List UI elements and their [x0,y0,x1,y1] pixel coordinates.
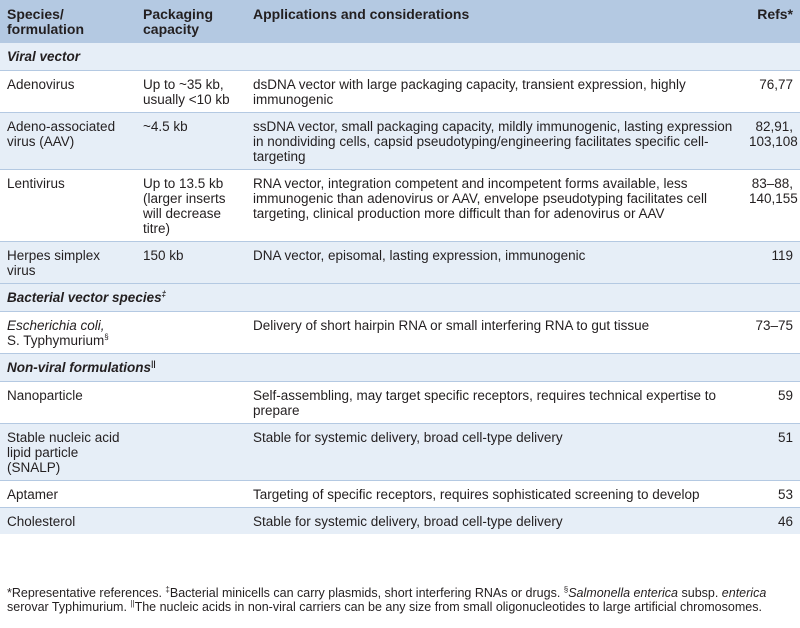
capacity-cell: ~4.5 kb [136,113,246,170]
applications-cell: Stable for systemic delivery, broad cell-type delivery [246,508,742,535]
section-title-text: Bacterial vector species [7,290,162,305]
species-italic: Escherichia coli, [7,318,105,333]
capacity-cell [136,312,246,354]
footnote-text: *Representative references. [7,586,166,600]
species-cell: Adenovirus [0,71,136,113]
table-header-row [0,0,800,43]
species-cell: Lentivirus [0,170,136,242]
capacity-cell [136,424,246,481]
header-capacity: Packaging capacity [136,0,246,43]
table-row [0,382,800,424]
refs-cell: 73–75 [742,312,800,354]
section-title: Viral vector [0,43,800,71]
table-row [0,508,800,535]
footnote-text: The nucleic acids in non-viral carriers can be any size from small oligonucleotides to large artificial chromosomes. [134,600,762,614]
section-title [0,284,800,312]
species-cell: Cholesterol [0,508,136,535]
species-cell: Adeno-associated virus (AAV) [0,113,136,170]
refs-cell: 82,91, 103,108 [742,113,800,170]
table-footnote [7,586,793,614]
section-title-text: Non-viral formulations [7,360,152,375]
applications-cell: Stable for systemic delivery, broad cell-type delivery [246,424,742,481]
table-row [0,71,800,113]
refs-cell: 53 [742,481,800,508]
capacity-cell: Up to ~35 kb, usually <10 kb [136,71,246,113]
applications-cell: RNA vector, integration competent and incompetent forms available, less immunogenic than adenovirus or AAV, envelope pseudotyping facilitates cell targeting, clinical production more difficult than for adenovirus or AAV [246,170,742,242]
species-cell: Nanoparticle [0,382,136,424]
species-cell: Aptamer [0,481,136,508]
species-cell: Stable nucleic acid lipid particle (SNALP) [0,424,136,481]
species-rest: S. Typhymurium [7,333,105,348]
footnote-mark: || [151,359,156,369]
header-applications: Applications and considerations [246,0,742,43]
table-row [0,113,800,170]
table-row [0,312,800,354]
section-row-viral [0,43,800,71]
footnote-text: Bacterial minicells can carry plasmids, short interfering RNAs or drugs. [169,586,564,600]
refs-cell: 119 [742,242,800,284]
table-row [0,170,800,242]
table-row [0,481,800,508]
table-row [0,242,800,284]
refs-cell: 76,77 [742,71,800,113]
footnote-mark: § [104,332,109,342]
capacity-cell [136,481,246,508]
footnote-mark: || [130,598,135,608]
applications-cell: Targeting of specific receptors, requires sophisticated screening to develop [246,481,742,508]
capacity-cell: 150 kb [136,242,246,284]
capacity-cell [136,382,246,424]
refs-cell: 59 [742,382,800,424]
footnote-italic: Salmonella enterica [568,586,679,600]
footnote-text: subsp. [678,586,722,600]
applications-cell: Delivery of short hairpin RNA or small interfering RNA to gut tissue [246,312,742,354]
applications-cell: ssDNA vector, small packaging capacity, mildly immunogenic, lasting expression in nondividing cells, capsid pseudotyping/engineering facilitates specific cell-targeting [246,113,742,170]
section-title [0,354,800,382]
refs-cell: 46 [742,508,800,535]
header-species: Species/ formulation [0,0,136,43]
footnote-italic: enterica [721,586,767,600]
applications-cell: DNA vector, episomal, lasting expression, immunogenic [246,242,742,284]
section-row-bacterial [0,284,800,312]
capacity-cell: Up to 13.5 kb (larger inserts will decrease titre) [136,170,246,242]
refs-cell: 83–88, 140,155 [742,170,800,242]
footnote-mark: § [563,584,569,594]
footnote-mark: ‡ [165,584,170,594]
footnote-mark: ‡ [161,289,167,299]
species-cell: Herpes simplex virus [0,242,136,284]
applications-cell: Self-assembling, may target specific receptors, requires technical expertise to prepare [246,382,742,424]
species-cell [0,312,136,354]
applications-cell: dsDNA vector with large packaging capacity, transient expression, highly immunogenic [246,71,742,113]
section-row-nonviral [0,354,800,382]
footnote-text: serovar Typhimurium. [7,600,131,614]
refs-cell: 51 [742,424,800,481]
table-row [0,424,800,481]
capacity-cell [136,508,246,535]
header-refs: Refs* [742,0,800,43]
